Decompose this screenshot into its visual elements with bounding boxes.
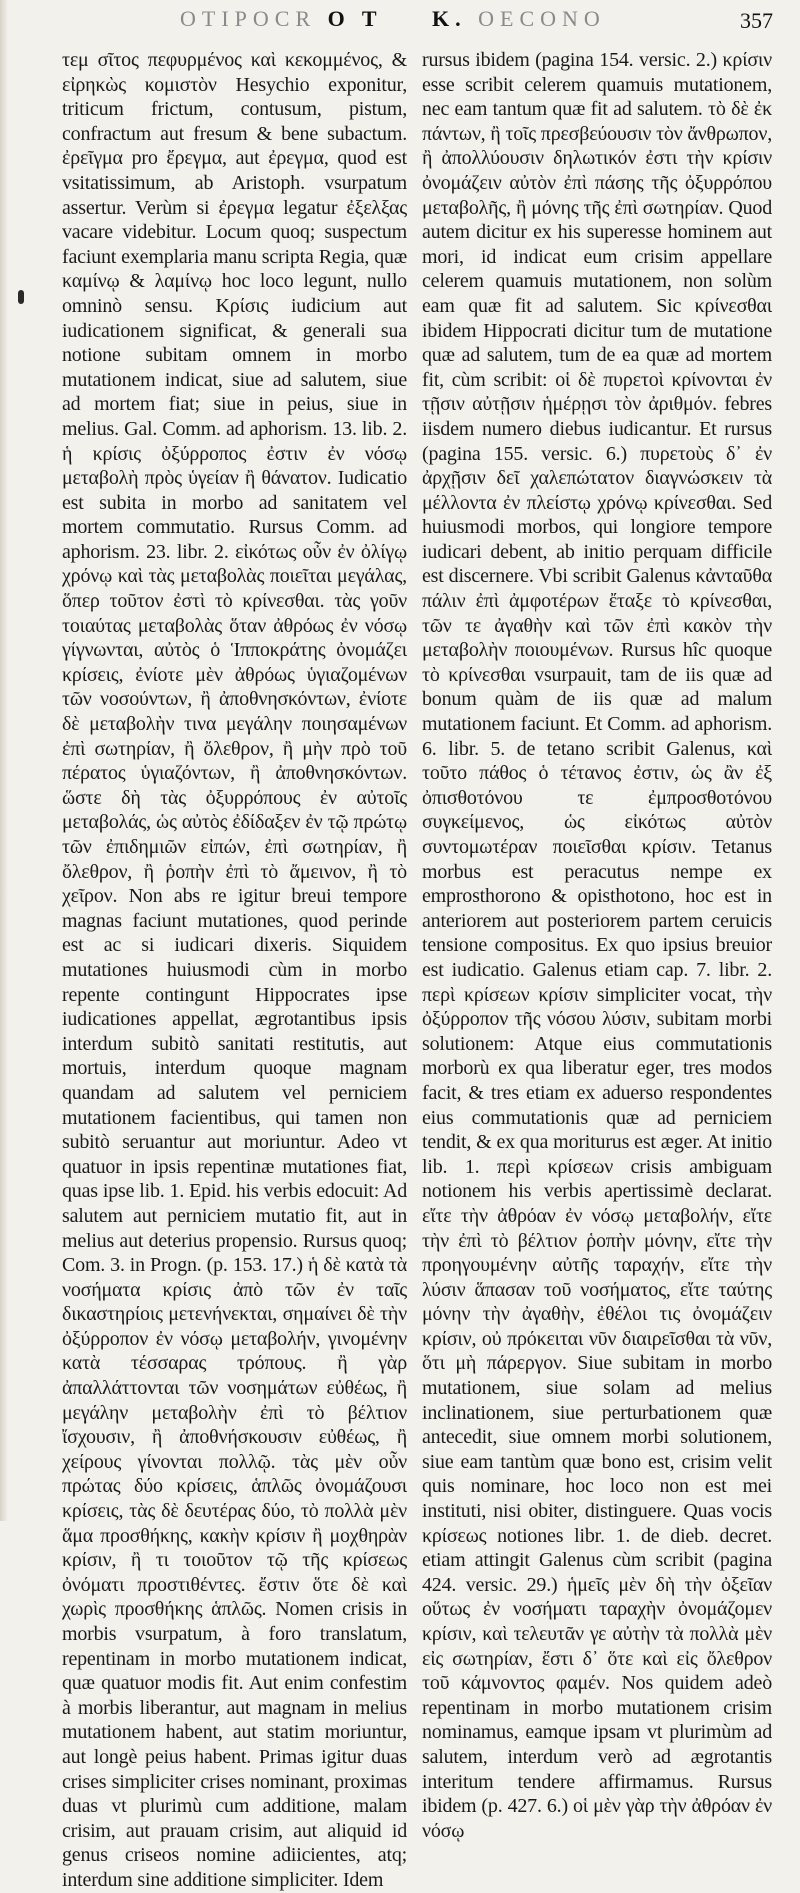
header-left <box>180 6 383 32</box>
left-column <box>62 48 407 1891</box>
header-left-bold: O T <box>327 6 383 31</box>
header-right-bold: K. <box>432 6 467 31</box>
header-right <box>432 6 606 32</box>
left-column-text: τεμ σῖτος πεφυρμένος καὶ κεκομμένος, & εἰρηκὼς κομιστὸν Hesychio exponitur, triticum frictum, contusum, pistum, confractum aut fresum & bene subactum. ἐρεῖγμα pro ἔρεγμα, aut ἐρεγμα, quod est vsitatissimum, ab Aristoph. vsurpatum assertur. Verùm si ἐρεγμα legatur ἐξελξας vacare videbitur. Locum quoq; suspectum faciunt exemplaria manu scripta Regia, quæ καμίνῳ & λαμίνῳ hoc loco legunt, nullo omninò sensu. Κρίσις iudicium aut iudicationem significat, & generali sua notione subitam omnem in morbo mutationem indicat, siue ad salutem, siue ad mortem fiat; siue in peius, siue in melius. Gal. Comm. ad aphorism. 13. lib. 2. ἡ κρίσις ὀξύρροπος ἐστιν ἐν νόσῳ μεταβολὴ πρὸς ὑγείαν ἢ θάνατον. Iudicatio est subita in morbo ad sanitatem vel mortem commutatio. Rursus Comm. ad aphorism. 23. libr. 2. εἰκότως οὖν ἐν ὀλίγῳ χρόνῳ καὶ τὰς μεταβολὰς ποιεῖται μεγάλας, ὅπερ τοῦτον ἐστὶ τὸ κρίνεσθαι. τὰς γοῦν τοιαύτας μεταβολὰς ὅταν ἀθρόως ἐν νόσῳ γίγνωνται, αὐτὸς ὁ Ἱπποκράτης ὀνομάζει κρίσεις, ἐνίοτε μὲν ἀθρόως ὑγιαζομένων τῶν νοσούντων, ἢ ἀποθνησκόντων, ἐνίοτε δὲ μεταβολὴν τινα μεγάλην ποιησαμένων ἐπὶ σωτηρίαν, ἢ ὄλεθρον, ἢ μὴν πρὸ τοῦ πέρατος ὑγιαζόντων, ἢ ἀποθνησκόντων. ὥστε δὴ τὰς ὀξυρρόπους ἐν αὐτοῖς μεταβολάς, ὡς αὐτὸς ἐδίδαξεν ἐν τῷ πρώτῳ τῶν ἐπιδημιῶν εἰπών, ἐπὶ σωτηρίαν, ἢ ὄλεθρον, ἢ ῥοπὴν ἐπὶ τὸ ἄμεινον, ἢ τὸ χεῖρον. Non abs re igitur breui tempore magnas faciunt mutationes, quod perinde est ac si iudicari dixeris. Siquidem mutationes huiusmodi cùm in morbo repente contingunt Hippocrates ipse iudicationes appellat, ægrotantibus ipsis interdum subitò sanitati restitutis, aut mortuis, interdum quoque magnam quandam ad salutem vel perniciem mutationem facientibus, qui tamen non subitò seruantur aut moriuntur. Adeo vt quatuor in ipsis repentinæ mutationes fiat, quas ipse lib. 1. Epid. his verbis edocuit: Ad salutem aut perniciem mutatio fit, aut in melius aut deterius propensio. Rursus quoq; Com. 3. in Progn. (p. 153. 17.) ἡ δὲ κατὰ τὰ νοσήματα κρίσις ἀπὸ τῶν ἐν ταῖς δικαστηρίοις μετενήνεκται, σημαίνει δὲ τὴν ὀξύρροπον ἐν νόσῳ μεταβολήν, γινομένην κατὰ τέσσαρας τρόπους. ἢ γὰρ ἀπαλλάττονται τῶν νοσημάτων εὐθέως, ἢ μεγάλην μεταβολὴν ἐπὶ τὸ βέλτιον ἴσχουσιν, ἢ ἀποθνήσκουσιν εὐθέως, ἢ χείρους γίνονται πολλῷ. τὰς μὲν οὖν πρώτας δύο κρίσεις, ἁπλῶς ὀνομάζουσι κρίσεις, τὰς δὲ δευτέρας δύο, τὸ πολλὰ μὲν ἅμα προσθήκης, κακὴν κρίσιν ἢ μοχθηρὰν κρίσιν, ἢ τι τοιοῦτον τῷ τῆς κρίσεως ὀνόματι προστιθέντες. ἔστιν ὅτε δὲ καὶ χωρὶς προσθήκης ἁπλῶς. Nomen crisis in morbis vsurpatum, à foro translatum, repentinam in morbo mutationem indicat, quæ quatuor modis fit. Aut enim confestim à morbis liberantur, aut magnam in melius mutationem habent, aut statim moriuntur, aut longè peius habent. Primas igitur duas crises simpliciter crises nominant, proximas duas vt plurimù cum additione, malam crisim, aut prauam crisim, aut aliquid id genus criseos nomine adiicientes, atq; interdum sine additione simpliciter. Idem <box>62 49 407 1891</box>
right-column <box>422 48 772 1842</box>
running-header <box>0 0 800 40</box>
header-right-faded: OECONO <box>478 6 606 31</box>
ink-spot <box>18 290 24 304</box>
page-number: 357 <box>740 8 773 33</box>
right-column-text: rursus ibidem (pagina 154. versic. 2.) κρίσιν esse scribit celerem quamuis mutationem, nec eam tantum quæ fit ad salutem. τὸ δὲ ἐκ πάντων, ἢ τοῖς πρεσβεύουσιν τὸν ἄνθρωπον, ἢ ἀπολλύουσιν δηλωτικόν ἐστι τὴν κρίσιν ὀνομάζειν αὐτὸν ἐπὶ πάσης τῆς ὀξυρρόπου μεταβολῆς, ἢ μόνης τῆς ἐπὶ σωτηρίαν. Quod autem dicitur ex his superesse hominem aut mori, id indicat eum crisim appellare celerem quamuis mutationem, non solùm eam quæ fit ad salutem. Sic κρίνεσθαι ibidem Hippocrati dicitur tum de mutatione quæ ad salutem, tum de ea quæ ad mortem fit, cùm scribit: οἱ δὲ πυρετοὶ κρίνονται ἐν τῇσιν αὐτῇσιν ἡμέρῃσι τὸν ἀριθμόν. febres iisdem numero diebus iudicantur. Et rursus (pagina 155. versic. 6.) πυρετοὺς δ᾽ ἐν ἀρχῇσιν δεῖ χαλεπώτατον διαγνώσκειν τὰ μέλλοντα ἐν πλείστῳ χρόνῳ κρίνεσθαι. Sed huiusmodi morbos, qui longiore tempore iudicari debent, ab initio perquam difficile est discernere. Vbi scribit Galenus κἀνταῦθα πάλιν ἐπὶ ἀμφοτέρων ἔταξε τὸ κρίνεσθαι, τῶν τε ἀγαθὴν καὶ τῶν ἐπὶ κακὸν τὴν μεταβολὴν ποιουμένων. Rursus hîc quoque τὸ κρίνεσθαι vsurpauit, tam de iis quæ ad bonum quàm de iis quæ ad malum mutationem faciunt. Et Comm. ad aphorism. 6. libr. 5. de tetano scribit Galenus, καὶ τοῦτο πάθος ὁ τέτανος ἐστιν, ὡς ἂν ἐξ ὀπισθοτόνου τε ἐμπροσθοτόνου συγκείμενος, ὡς εἰκότως αὐτὸν συντομωτέραν ποιεῖσθαι κρίσιν. Tetanus morbus est peracutus nempe ex emprosthorono & opisthotono, hoc est in anteriorem aut posteriorem partem ceruicis tensione compositus. Ex quo ipsius breuior est iudicatio. Galenus etiam cap. 7. libr. 2. περὶ κρίσεων κρίσιν simpliciter vocat, τὴν ὀξύρροπον τῆς νόσου λύσιν, subitam morbi solutionem: Atque eius commutationis morborù ex qua liberatur eger, tres modos facit, & tres etiam ex aduerso respondentes eius commutationis quæ ad perniciem tendit, & ex qua moriturus est æger. At initio lib. 1. περὶ κρίσεων crisis ambiguam notionem his verbis apertissimè declarat. εἴτε τὴν ἀθρόαν ἐν νόσῳ μεταβολήν, εἴτε τὴν ἐπὶ τὸ βέλτιον ῥοπὴν μόνην, εἴτε τὴν προηγουμένην αὐτῆς ταραχήν, εἴτε τὴν λύσιν ἅπασαν τοῦ νοσήματος, εἴτε ταύτης μόνην τὴν ἀγαθὴν, ἐθέλοι τις ὀνομάζειν κρίσιν, οὐ πρόκειται νῦν διαιρεῖσθαι τὰ νῦν, ὅτι μὴ πάρεργον. Siue subitam in morbo mutationem, siue solam ad melius inclinationem, siue perturbationem quæ antecedit, siue omnem morbi solutionem, siue eam tantùm quæ bono est, crisim velit quis nominare, hoc loco non est mei instituti, nisi obiter, distinguere. Quas vocis κρίσεως notiones libr. 1. de dieb. decret. etiam attingit Galenus cùm scribit (pagina 424. versic. 29.) ἡμεῖς μὲν δὴ τὴν ὀξεῖαν οὕτως ἐν νοσήματι ταραχὴν ὀνομάζομεν κρίσιν, καὶ τελευτᾶν γε αὐτὴν τὰ πολλὰ μὲν εἰς σωτηρίαν, ἔστι δ᾽ ὅτε καὶ εἰς ὄλεθρον τοῦ κάμνοντος φαμέν. Nos quidem adeò repentinam in morbo mutationem crisim nominamus, eamque ipsam vt plurimùm ad salutem, interdum verò ad ægrotantis interitum tendere affirmamus. Rursus ibidem (p. 427. 6.) οἱ μὲν γὰρ τὴν ἀθρόαν ἐν νόσῳ <box>422 49 772 1842</box>
page-edge <box>0 0 8 1521</box>
header-left-faded: OTIPOCR <box>180 6 317 31</box>
